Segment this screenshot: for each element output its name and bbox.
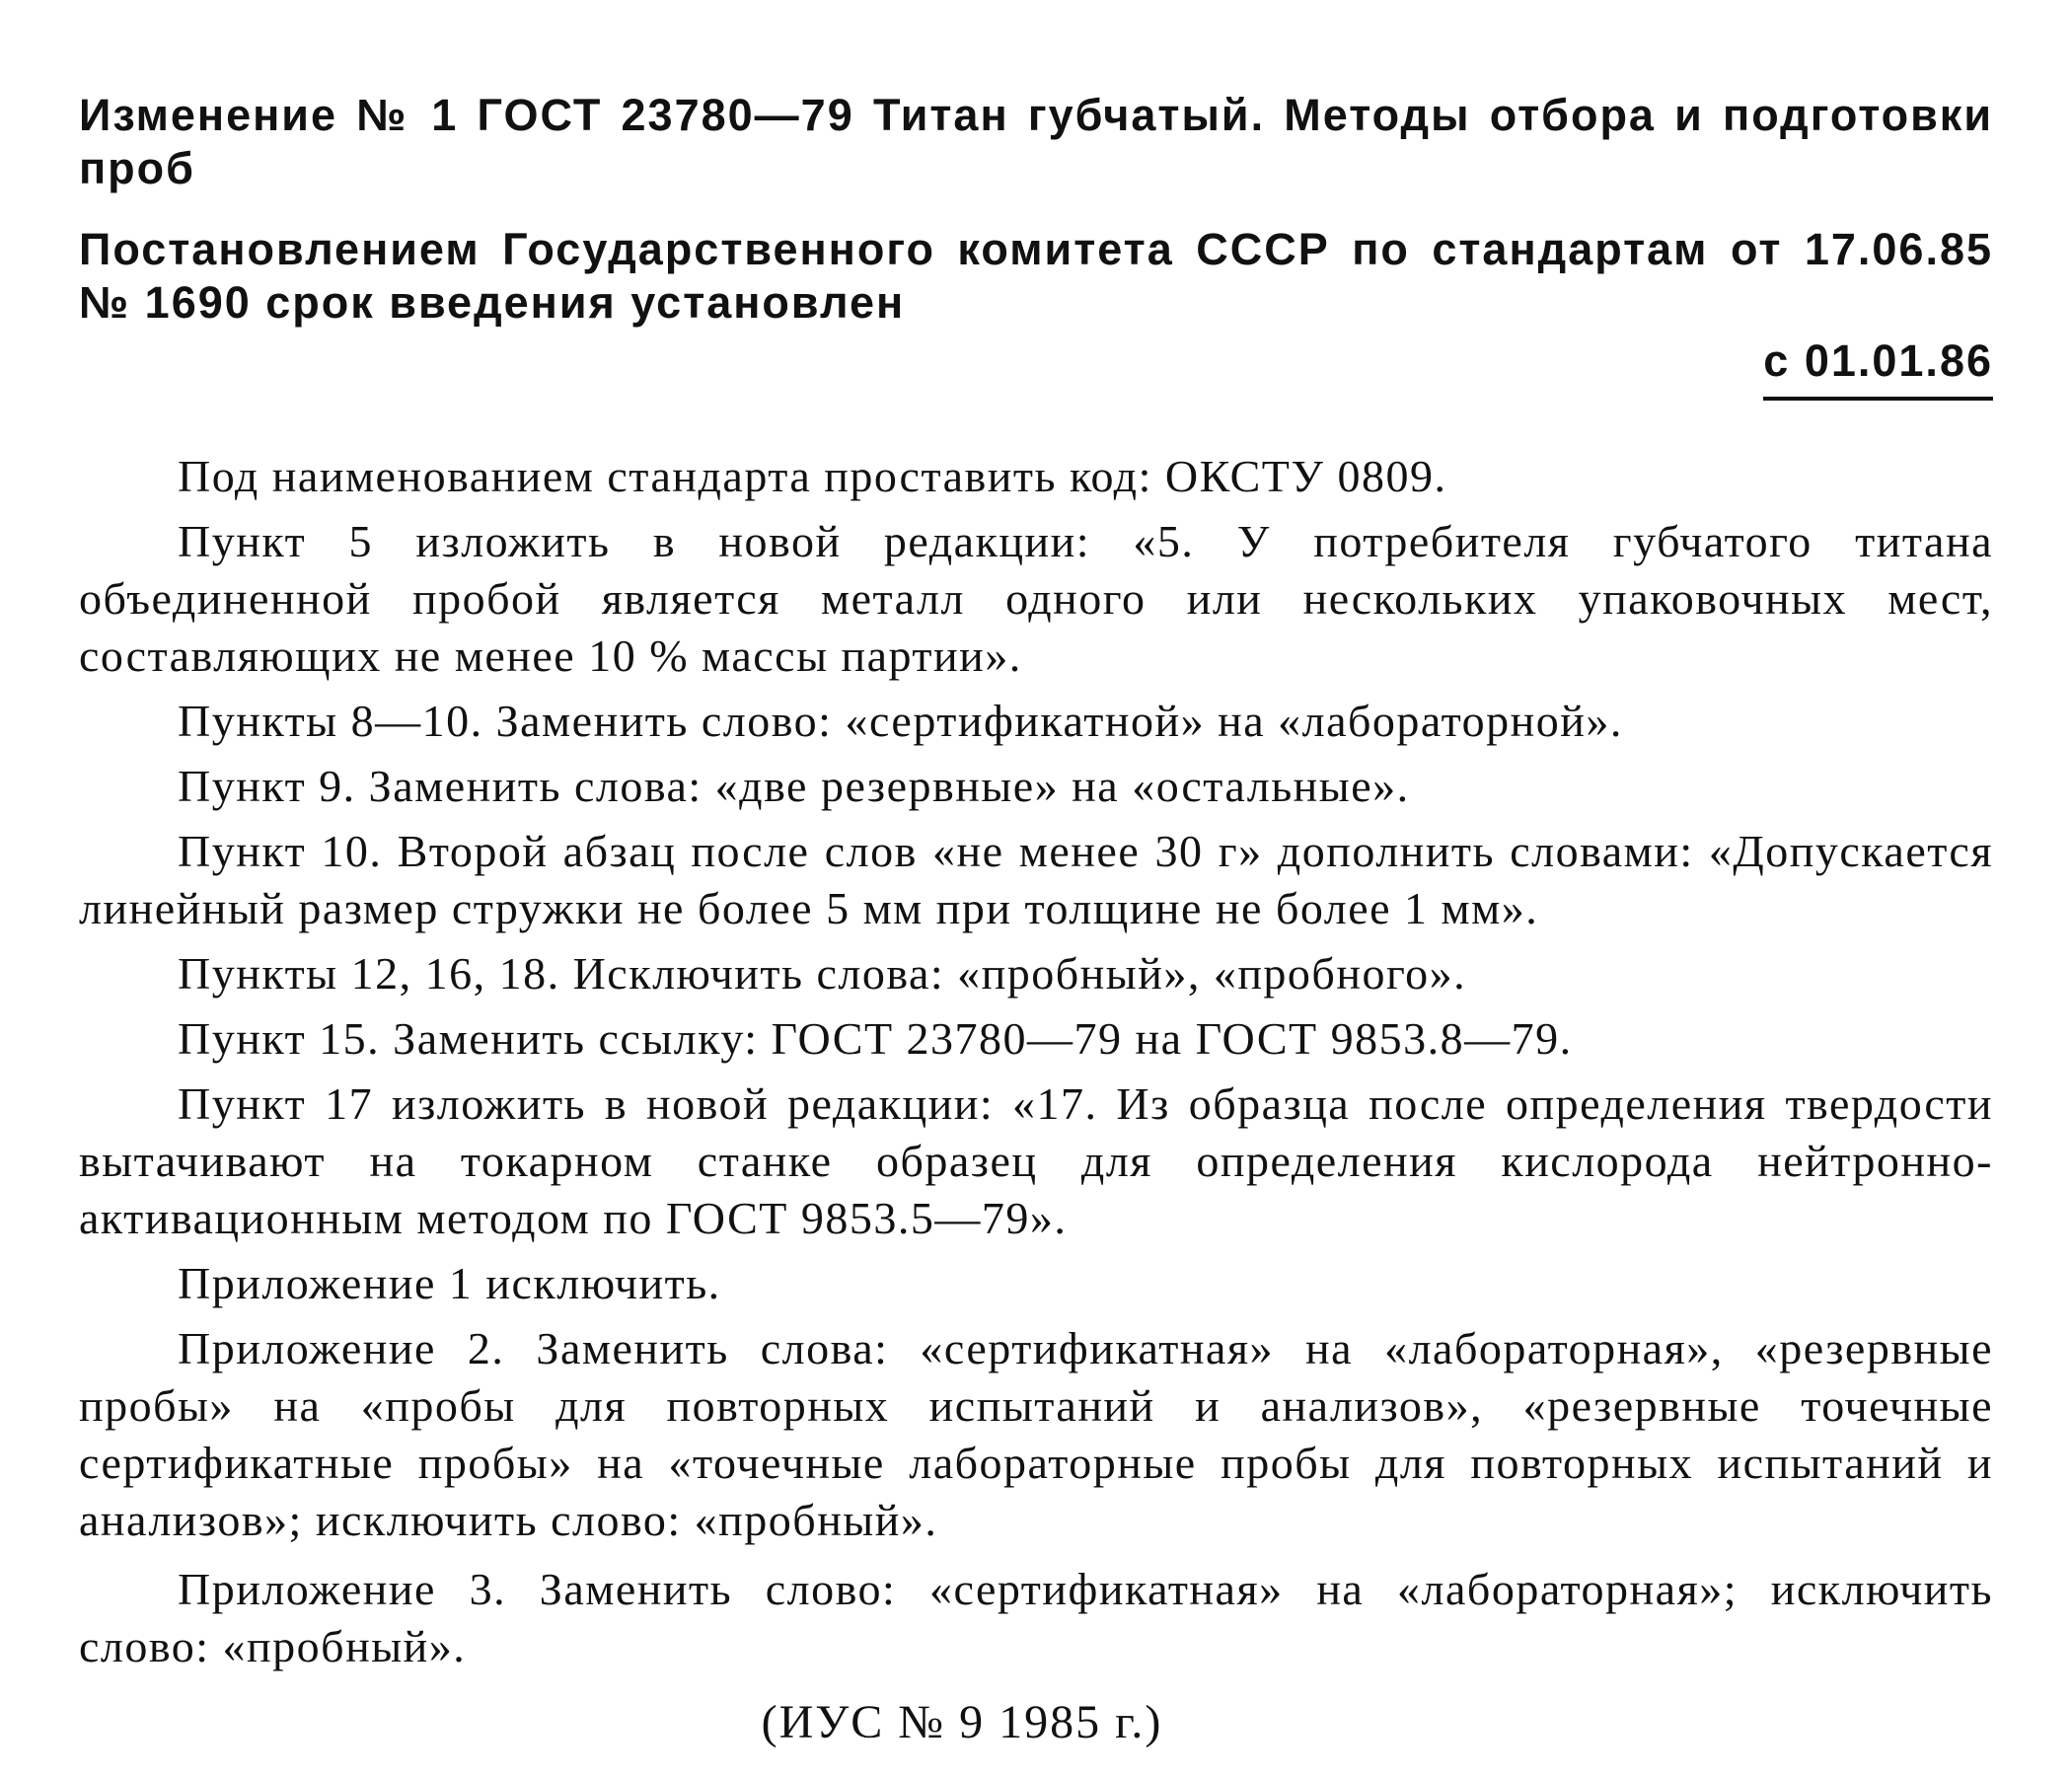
amendment-title: Изменение № 1 ГОСТ 23780—79 Титан губчатый. Методы отбора и подготовки проб	[79, 90, 1993, 193]
paragraph-okstu-code: Под наименованием стандарта проставить код: ОКСТУ 0809.	[178, 451, 1447, 501]
paragraph-items-8-10: Пункты 8—10. Заменить слово: «сертификатной» на «лабораторной».	[178, 696, 1623, 746]
paragraph-item-17: Пункт 17 изложить в новой редакции: «17. Из образца после определения твердости вытачивают на токарном станке образец для определения кислорода нейтронно-активационным методом по ГОСТ 9853.5—79».	[79, 1078, 1993, 1243]
paragraph-appendix-3: Приложение 3. Заменить слово: «сертификатная» на «лабораторная»; исключить слово: «пробный».	[79, 1564, 1993, 1671]
paragraph-appendix-2: Приложение 2. Заменить слова: «сертификатная» на «лабораторная», «резервные пробы» на «пробы для повторных испытаний и анализов», «резервные точечные сертификатные пробы» на «точечные лабораторные пробы для повторных испытаний и анализов»; исключить слово: «пробный».	[79, 1323, 1993, 1545]
paragraph-items-12-16-18: Пункты 12, 16, 18. Исключить слова: «пробный», «пробного».	[178, 948, 1467, 999]
amendment-body	[79, 448, 1993, 1675]
decree-text: Постановлением Государственного комитета СССР по стандартам от 17.06.85 № 1690 срок введения установлен	[79, 224, 1993, 328]
document-page	[79, 89, 1993, 1749]
paragraph-item-15: Пункт 15. Заменить ссылку: ГОСТ 23780—79 на ГОСТ 9853.8—79.	[178, 1013, 1573, 1064]
source-reference: (ИУС № 9 1985 г.)	[761, 1696, 1163, 1748]
effective-date: с 01.01.86	[1763, 335, 1993, 401]
paragraph-item-9: Пункт 9. Заменить слова: «две резервные» на «остальные».	[178, 761, 1410, 811]
paragraph-item-10: Пункт 10. Второй абзац после слов «не менее 30 г» дополнить словами: «Допускается линейный размер стружки не более 5 мм при толщине не более 1 мм».	[79, 826, 1993, 933]
paragraph-item-5: Пункт 5 изложить в новой редакции: «5. У потребителя губчатого титана объединенной пробой является металл одного или нескольких упаковочных мест, составляющих не менее 10 % массы партии».	[79, 516, 1993, 681]
effective-date-row	[79, 335, 1993, 401]
paragraph-appendix-1: Приложение 1 исключить.	[178, 1258, 721, 1308]
